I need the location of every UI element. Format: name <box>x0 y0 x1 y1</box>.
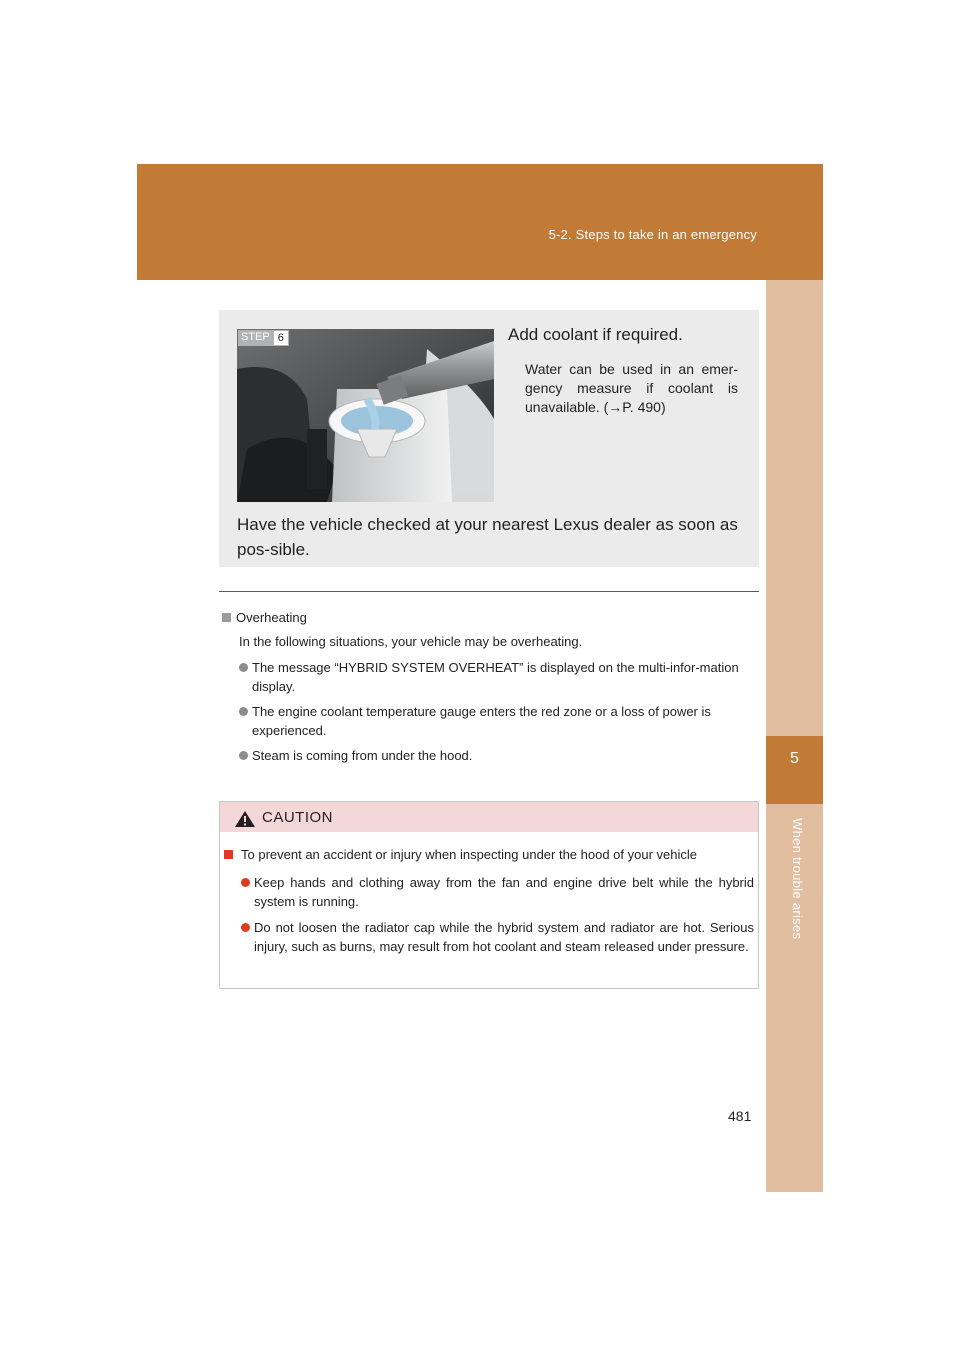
bullet-dot-icon <box>239 707 248 716</box>
page-number: 481 <box>728 1108 752 1124</box>
list-item-text: Do not loosen the radiator cap while the hybrid system and radiator are hot. Serious injury, such as burns, may result from hot coolant and steam released under pressure. <box>254 920 754 954</box>
bullet-dot-icon <box>241 923 250 932</box>
step-badge <box>238 330 289 346</box>
section-title: 5-2. Steps to take in an emergency <box>548 227 757 242</box>
warning-icon <box>234 810 256 828</box>
list-item-text: The message “HYBRID SYSTEM OVERHEAT” is displayed on the multi-infor-mation display. <box>252 660 739 694</box>
caution-body <box>224 846 754 963</box>
list-item-text: The engine coolant temperature gauge enters the red zone or a loss of power is experienced. <box>252 704 711 738</box>
overheating-section <box>222 610 752 771</box>
chapter-header <box>137 164 823 280</box>
square-bullet-icon <box>224 850 233 859</box>
overheating-heading <box>222 610 752 625</box>
list-item <box>239 702 752 740</box>
overheating-heading-text: Overheating <box>236 610 307 625</box>
list-item <box>241 918 754 956</box>
list-item-text: Keep hands and clothing away from the fan and engine drive belt while the hybrid system is running. <box>254 875 754 909</box>
step-note: Water can be used in an emer-gency measure if coolant is unavailable. (→P. 490) <box>525 361 738 415</box>
step-title: Add coolant if required. <box>508 325 683 344</box>
step-footer-text: Have the vehicle checked at your nearest Lexus dealer as soon as pos-sible. <box>237 515 738 559</box>
chapter-label: When trouble arises <box>790 818 805 940</box>
bullet-dot-icon <box>241 878 250 887</box>
caution-title: CAUTION <box>262 809 333 826</box>
image-code: ILY52G024 <box>456 493 491 500</box>
side-tab-number-block <box>766 736 823 804</box>
square-bullet-icon <box>222 613 231 622</box>
coolant-photo <box>237 329 494 502</box>
bullet-dot-icon <box>239 663 248 672</box>
bullet-dot-icon <box>239 751 248 760</box>
list-item-text: Steam is coming from under the hood. <box>252 748 473 763</box>
list-item <box>241 873 754 911</box>
caution-box <box>219 801 759 989</box>
caution-heading <box>224 846 754 864</box>
list-item <box>239 658 752 696</box>
step-badge-number: 6 <box>273 330 289 346</box>
caution-header <box>220 802 758 832</box>
list-item <box>239 746 752 765</box>
step-badge-label: STEP <box>238 330 273 346</box>
coolant-pour-illustration <box>237 329 494 502</box>
overheating-intro: In the following situations, your vehicle may be overheating. <box>239 634 583 649</box>
divider <box>219 591 759 592</box>
chapter-number: 5 <box>790 750 799 767</box>
caution-heading-text: To prevent an accident or injury when inspecting under the hood of your vehicle <box>241 847 698 862</box>
